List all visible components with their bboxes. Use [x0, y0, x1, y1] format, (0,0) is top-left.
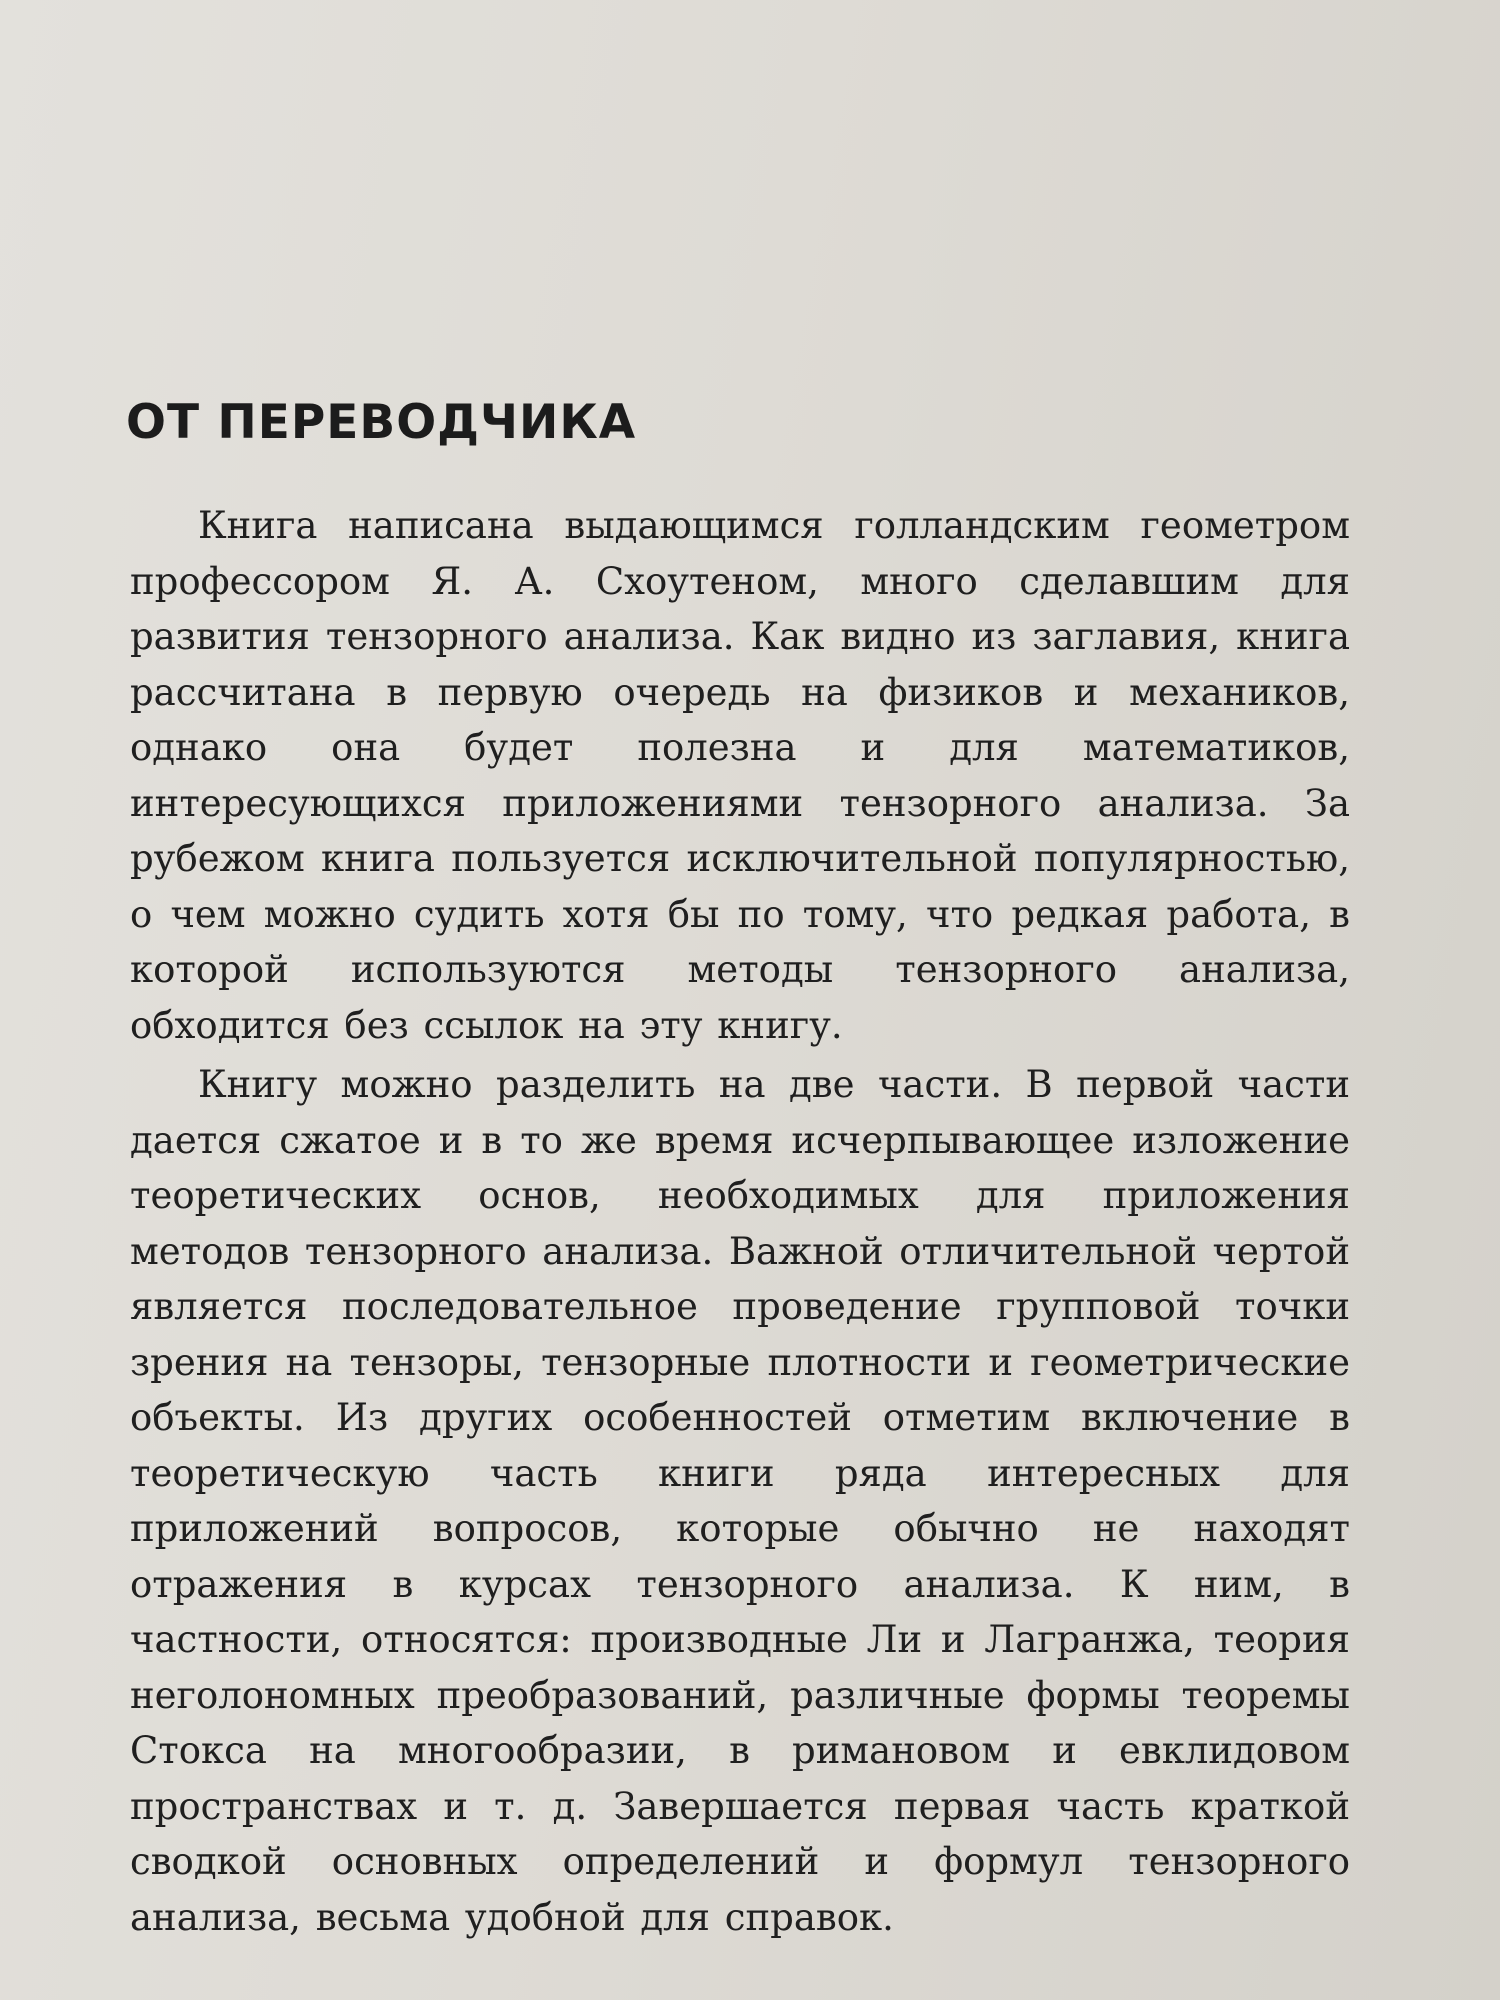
- paragraph-2: Книгу можно разделить на две части. В первой части дается сжатое и в то же время исчерпывающее изложение теоретических основ, необходимых для приложения методов тензорного анализа. Важной отличительной чертой является последовательное проведение групповой точки зрения на тензоры, тензорные плотности и геометрические объекты. Из других особенностей отметим включение в теоретическую часть книги ряда интересных для приложений вопросов, которые обычно не находят отражения в курсах тензорного анализа. К ним, в частности, относятся: производные Ли и Лагранжа, теория неголономных преобразований, различные формы теоремы Стокса на многообразии, в римановом и евклидовом пространствах и т. д. Завершается первая часть краткой сводкой основных определений и формул тензорного анализа, весьма удобной для справок.: [130, 1063, 1350, 1939]
- page-title: ОТ ПЕРЕВОДЧИКА: [126, 395, 637, 450]
- paragraph-1: Книга написана выдающимся голландским геометром профессором Я. А. Схоутеном, много сделавшим для развития тензорного анализа. Как видно из заглавия, книга рассчитана в первую очередь на физиков и механиков, однако она будет полезна и для математиков, интересующихся приложениями тензорного анализа. За рубежом книга пользуется исключительной популярностью, о чем можно судить хотя бы по тому, что редкая работа, в которой используются методы тензорного анализа, обходится без ссылок на эту книгу.: [130, 504, 1350, 1047]
- body-text: [130, 498, 1350, 1949]
